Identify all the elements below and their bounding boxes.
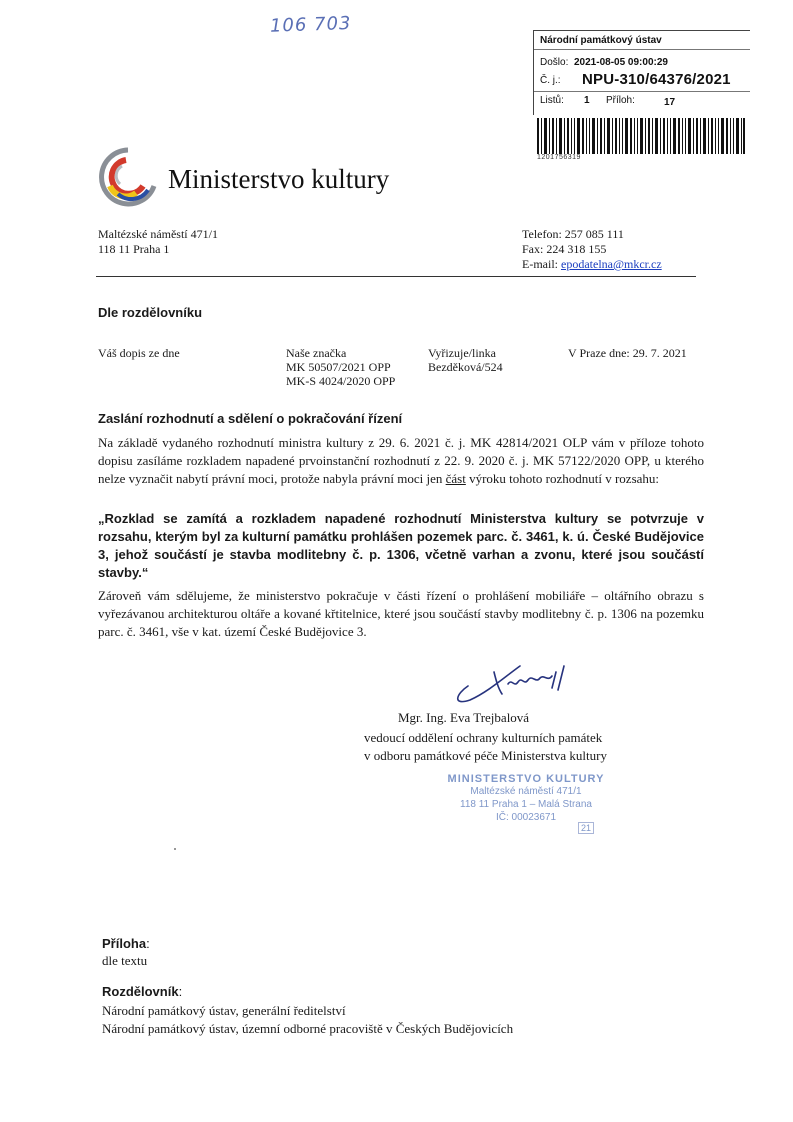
letter-subject: Zaslání rozhodnutí a sdělení o pokračování řízení — [98, 411, 403, 426]
received-value: 2021-08-05 09:00:29 — [574, 57, 668, 68]
ministry-logo-icon — [96, 146, 160, 208]
distribution-label — [102, 984, 182, 999]
office-stamp-line3: 118 11 Praha 1 – Malá Strana — [460, 799, 592, 810]
address-street: Maltézské náměstí 471/1 — [98, 227, 218, 241]
paragraph-1 — [98, 434, 704, 488]
our-ref-line2: MK-S 4024/2020 OPP — [286, 374, 396, 388]
underlined-word: část — [445, 471, 466, 486]
our-ref-label: Naše značka — [286, 346, 347, 360]
distribution-item: Národní památkový ústav, územní odborné pracoviště v Českých Budějovicích — [102, 1021, 514, 1036]
place-date: V Praze dne: 29. 7. 2021 — [568, 346, 687, 360]
handler — [428, 346, 503, 374]
distribution-colon: : — [178, 984, 183, 999]
recipient: Dle rozdělovníku — [98, 305, 203, 320]
signatory-role-line2: v odboru památkové péče Ministerstva kultury — [364, 748, 607, 763]
signatory-role — [364, 729, 607, 765]
office-stamp-line4: IČ: 00023671 — [495, 812, 557, 823]
office-stamp-line1: MINISTERSTVO KULTURY — [447, 773, 605, 785]
attachment-label-text: Příloha — [102, 936, 147, 951]
phone: Telefon: 257 085 111 — [522, 227, 624, 241]
signatory-name: Mgr. Ing. Eva Trejbalová — [398, 710, 530, 725]
reference-value: NPU-310/64376/2021 — [582, 71, 731, 88]
barcode — [537, 118, 745, 154]
handwritten-signature — [448, 654, 618, 714]
our-reference — [286, 346, 395, 388]
distribution-list — [102, 1002, 513, 1038]
signatory-role-line1: vedoucí oddělení ochrany kulturních památek — [364, 730, 603, 745]
distribution-label-text: Rozdělovník — [102, 984, 179, 999]
email-row — [522, 257, 662, 272]
quoted-decision: „Rozklad se zamítá a rozkladem napadené rozhodnutí Ministerstva kultury se potvrzuje v rozsahu, kterým byl za kulturní památku prohlášen pozemek parc. č. 3461, k. ú. České Budějovice 3, jehož součástí je stavba modlitebny č. p. 1306, včetně varhan a zvonu, které jsou součástí stavby.“ — [98, 511, 704, 580]
our-ref-line1: MK 50507/2021 OPP — [286, 360, 391, 374]
stamp-divider — [534, 91, 750, 92]
scan-speck — [174, 848, 176, 850]
your-letter-label: Váš dopis ze dne — [98, 346, 180, 360]
stamp-divider — [534, 49, 750, 50]
handler-label: Vyřizuje/linka — [428, 346, 496, 360]
ministry-name: Ministerstvo kultury — [168, 164, 390, 194]
attachment-colon: : — [146, 936, 150, 951]
received-label: Došlo: — [540, 57, 569, 68]
attachment-label — [102, 936, 150, 951]
attachments-value: 17 — [664, 97, 676, 108]
sheets-label: Listů: — [540, 95, 564, 106]
stamp-institution: Národní památkový ústav — [540, 35, 662, 46]
sheets-value: 1 — [584, 95, 590, 106]
paragraph-2: Zároveň vám sdělujeme, že ministerstvo pokračuje v části řízení o prohlášení mobiliáře – oltářního obrazu s vyřezávanou architekturou oltáře a kované křtitelnice, které jsou součástí stavby modlitebny č. p. 1306 na pozemku parc. č. 3461, vše v kat. území České Budějovice 3. — [98, 588, 704, 639]
registration-stamp — [533, 30, 750, 115]
office-stamp-code: 21 — [578, 822, 594, 834]
paragraph-1-end: výroku tohoto rozhodnutí v rozsahu: — [465, 471, 660, 486]
email-label: E-mail: — [522, 257, 561, 271]
handler-value: Bezděková/524 — [428, 360, 503, 374]
contact-block — [522, 227, 662, 272]
paragraph-1-start: Na základě vydaného rozhodnutí ministra kultury z 29. 6. 2021 č. j. MK 42814/2021 OLP vám v příloze tohoto dopisu zasíláme rozkladem napadené prvoinstanční rozhodnutí z 22. 9. 2020 č. j. MK 57122/2020 OPP, u kterého nelze vyznačit nabytí právní moci, protože nabyla právní moci jen — [98, 435, 704, 486]
address-city: 118 11 Praha 1 — [98, 242, 170, 256]
office-stamp — [436, 773, 616, 824]
distribution-item: Národní památkový ústav, generální ředitelství — [102, 1003, 346, 1018]
attachments-label: Příloh: — [606, 95, 635, 106]
email-link[interactable]: epodatelna@mkcr.cz — [561, 257, 662, 271]
reference-label: Č. j.: — [540, 75, 561, 86]
sender-address — [98, 227, 218, 257]
fax: Fax: 224 318 155 — [522, 242, 607, 256]
handwritten-registry-number: 106 703 — [269, 12, 352, 37]
office-stamp-line2: Maltézské náměstí 471/1 — [470, 786, 582, 797]
barcode-number: 1201756319 — [537, 154, 581, 161]
header-divider — [96, 276, 696, 277]
attachment-text: dle textu — [102, 953, 148, 968]
